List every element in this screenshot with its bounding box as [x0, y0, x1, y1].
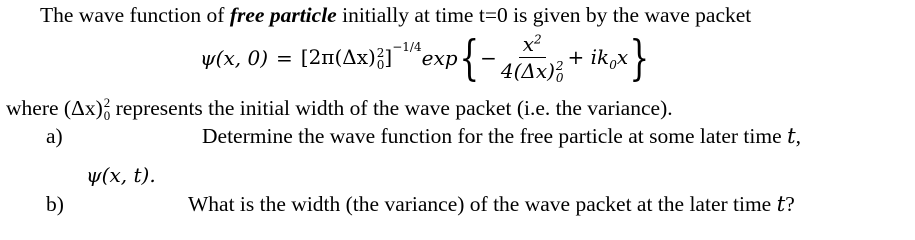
- eq-prefactor-sub: 0: [376, 57, 385, 72]
- part-b-var: t: [776, 192, 786, 217]
- where-line: [6, 95, 673, 123]
- eq-numerator: [519, 32, 546, 58]
- where-after: represents the initial width of the wave packet (i.e. the variance).: [110, 96, 673, 120]
- eq-num-base: x: [522, 31, 535, 56]
- eq-prefactor: [300, 39, 422, 72]
- eq-lhs: ψ(x, 0): [200, 46, 269, 70]
- where-before: where (Δx): [6, 96, 103, 120]
- part-b-end: ?: [785, 192, 795, 216]
- eq-den-base: 4(Δx): [500, 58, 555, 83]
- intro-emphasis: free particle: [229, 3, 337, 27]
- eq-fraction: [501, 32, 564, 85]
- part-a-text: [202, 123, 801, 150]
- part-a-label: a): [46, 124, 63, 148]
- wave-packet-equation: [200, 27, 651, 89]
- eq-prefactor-exp: −1/4: [392, 39, 422, 54]
- eq-prefactor-close: ]: [384, 45, 393, 70]
- eq-prefactor-sup: 2: [376, 45, 385, 60]
- eq-equals: =: [276, 46, 293, 70]
- part-a-body: Determine the wave function for the free particle at some later time: [202, 124, 788, 148]
- eq-left-brace: {: [458, 30, 479, 86]
- intro-after: initially at time t=0 is given by the wave packet: [336, 3, 752, 27]
- eq-plus-end: x: [616, 44, 629, 69]
- eq-plus-base: + ik: [567, 44, 610, 69]
- part-a-end: ,: [795, 124, 802, 148]
- eq-den-sup: 2: [555, 59, 564, 74]
- part-a-var: t: [787, 124, 796, 149]
- eq-right-brace: }: [629, 30, 650, 86]
- intro-before: The wave function of: [40, 3, 230, 27]
- eq-prefactor-base: [2π(Δx): [300, 45, 376, 70]
- eq-exp: exp: [421, 46, 458, 70]
- part-b-text: [188, 191, 795, 218]
- eq-k-sub: 0: [609, 57, 617, 72]
- part-a-continuation: ψ(x, t).: [86, 163, 156, 187]
- eq-minus: −: [480, 46, 497, 70]
- eq-den-supsub: [556, 60, 564, 84]
- intro-line: [40, 2, 751, 28]
- eq-denominator: [501, 58, 564, 85]
- where-sup: 2: [103, 96, 111, 111]
- eq-plus-term: [568, 45, 629, 72]
- where-sub: 0: [103, 109, 111, 124]
- eq-den-sub: 0: [555, 71, 564, 86]
- part-b-label: b): [46, 192, 64, 216]
- eq-num-sup: 2: [534, 32, 542, 47]
- part-b-body: What is the width (the variance) of the wave packet at the later time: [188, 192, 777, 216]
